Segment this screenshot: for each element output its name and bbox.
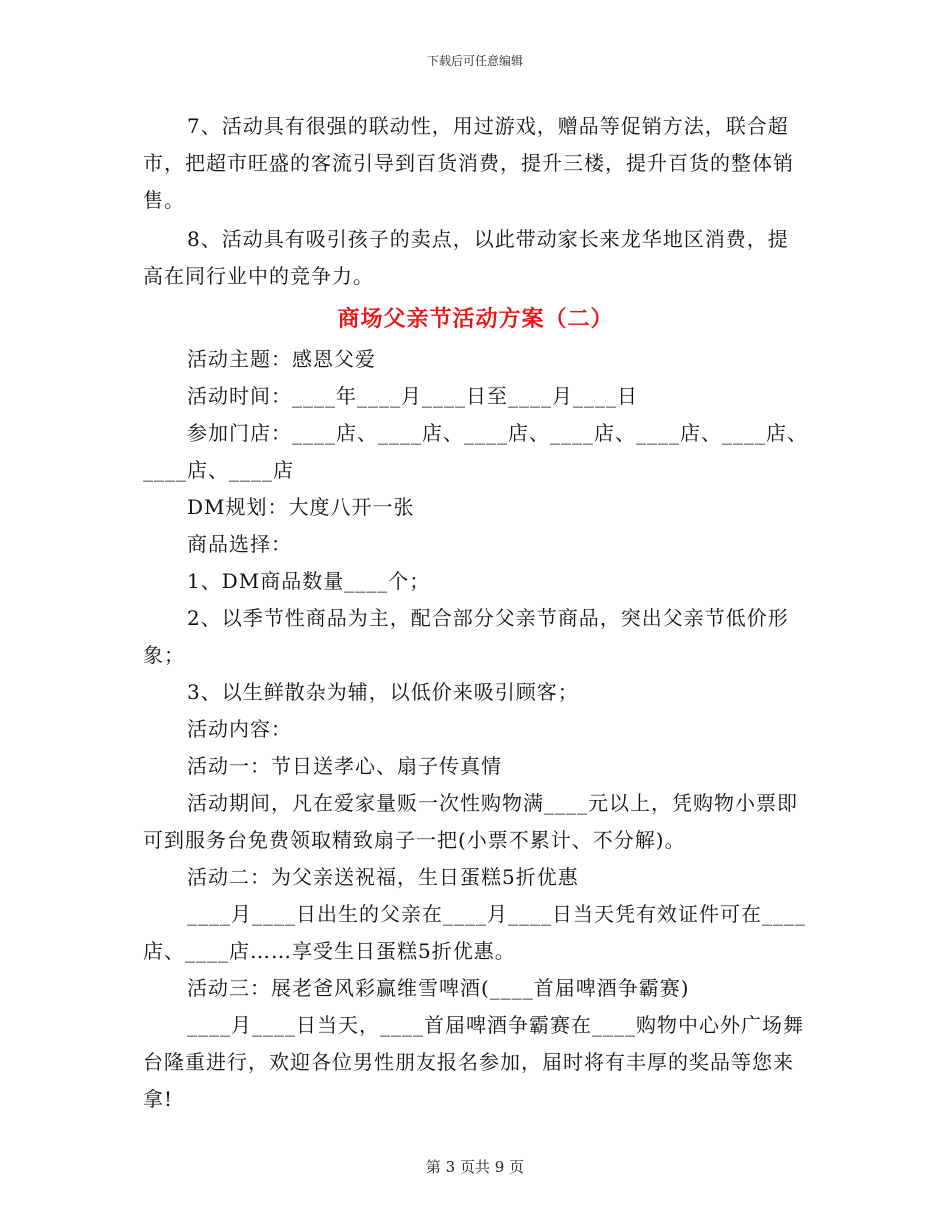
page-header: 下载后可任意编辑 xyxy=(426,54,523,68)
activity-three-title: 活动三：展老爸风彩赢维雪啤酒(____首届啤酒争霸赛) xyxy=(187,976,690,1000)
activity-one-detail: 活动期间，凡在爱家量贩一次性购物满____元以上，凭购物小票即可到服务台免费领取精致扇子一把(小票不累计、不分解)。 xyxy=(143,791,798,852)
activity-two-detail: ____月____日出生的父亲在____月____日当天凭有效证件可在____店、____店……享受生日蛋糕5折优惠。 xyxy=(143,902,806,963)
document-body xyxy=(143,108,808,1118)
product-item-1: 1、DM商品数量____个； xyxy=(187,569,431,593)
dm-plan: DM规划：大度八开一张 xyxy=(187,495,415,519)
product-item-2: 2、以季节性商品为主，配合部分父亲节商品，突出父亲节低价形象； xyxy=(143,606,789,667)
page-footer: 第 3 页共 9 页 xyxy=(425,1158,525,1176)
activity-theme: 活动主题：感恩父爱 xyxy=(187,347,376,371)
participating-stores: 参加门店：____店、____店、____店、____店、____店、____店、____店、____店 xyxy=(143,421,808,482)
activity-three-detail: ____月____日当天，____首届啤酒争霸赛在____购物中心外广场舞台隆重进行，欢迎各位男性朋友报名参加，届时将有丰厚的奖品等您来拿! xyxy=(143,1013,804,1111)
activity-time: 活动时间：____年____月____日至____月____日 xyxy=(187,384,638,408)
product-selection-heading: 商品选择： xyxy=(187,532,292,556)
paragraph-item-8: 8、活动具有吸引孩子的卖点，以此带动家长来龙华地区消费，提高在同行业中的竞争力。 xyxy=(143,227,789,288)
product-item-3: 3、以生鲜散杂为辅，以低价来吸引顾客； xyxy=(187,680,579,704)
activity-one-title: 活动一：节日送孝心、扇子传真情 xyxy=(187,754,502,778)
section-title: 商场父亲节活动方案（二） xyxy=(337,306,614,332)
paragraph-item-7: 7、活动具有很强的联动性，用过游戏，赠品等促销方法，联合超市，把超市旺盛的客流引导到百货消费，提升三楼，提升百货的整体销售。 xyxy=(143,114,794,212)
activity-two-title: 活动二：为父亲送祝福，生日蛋糕5折优惠 xyxy=(187,865,579,889)
activity-content-heading: 活动内容： xyxy=(187,717,292,741)
